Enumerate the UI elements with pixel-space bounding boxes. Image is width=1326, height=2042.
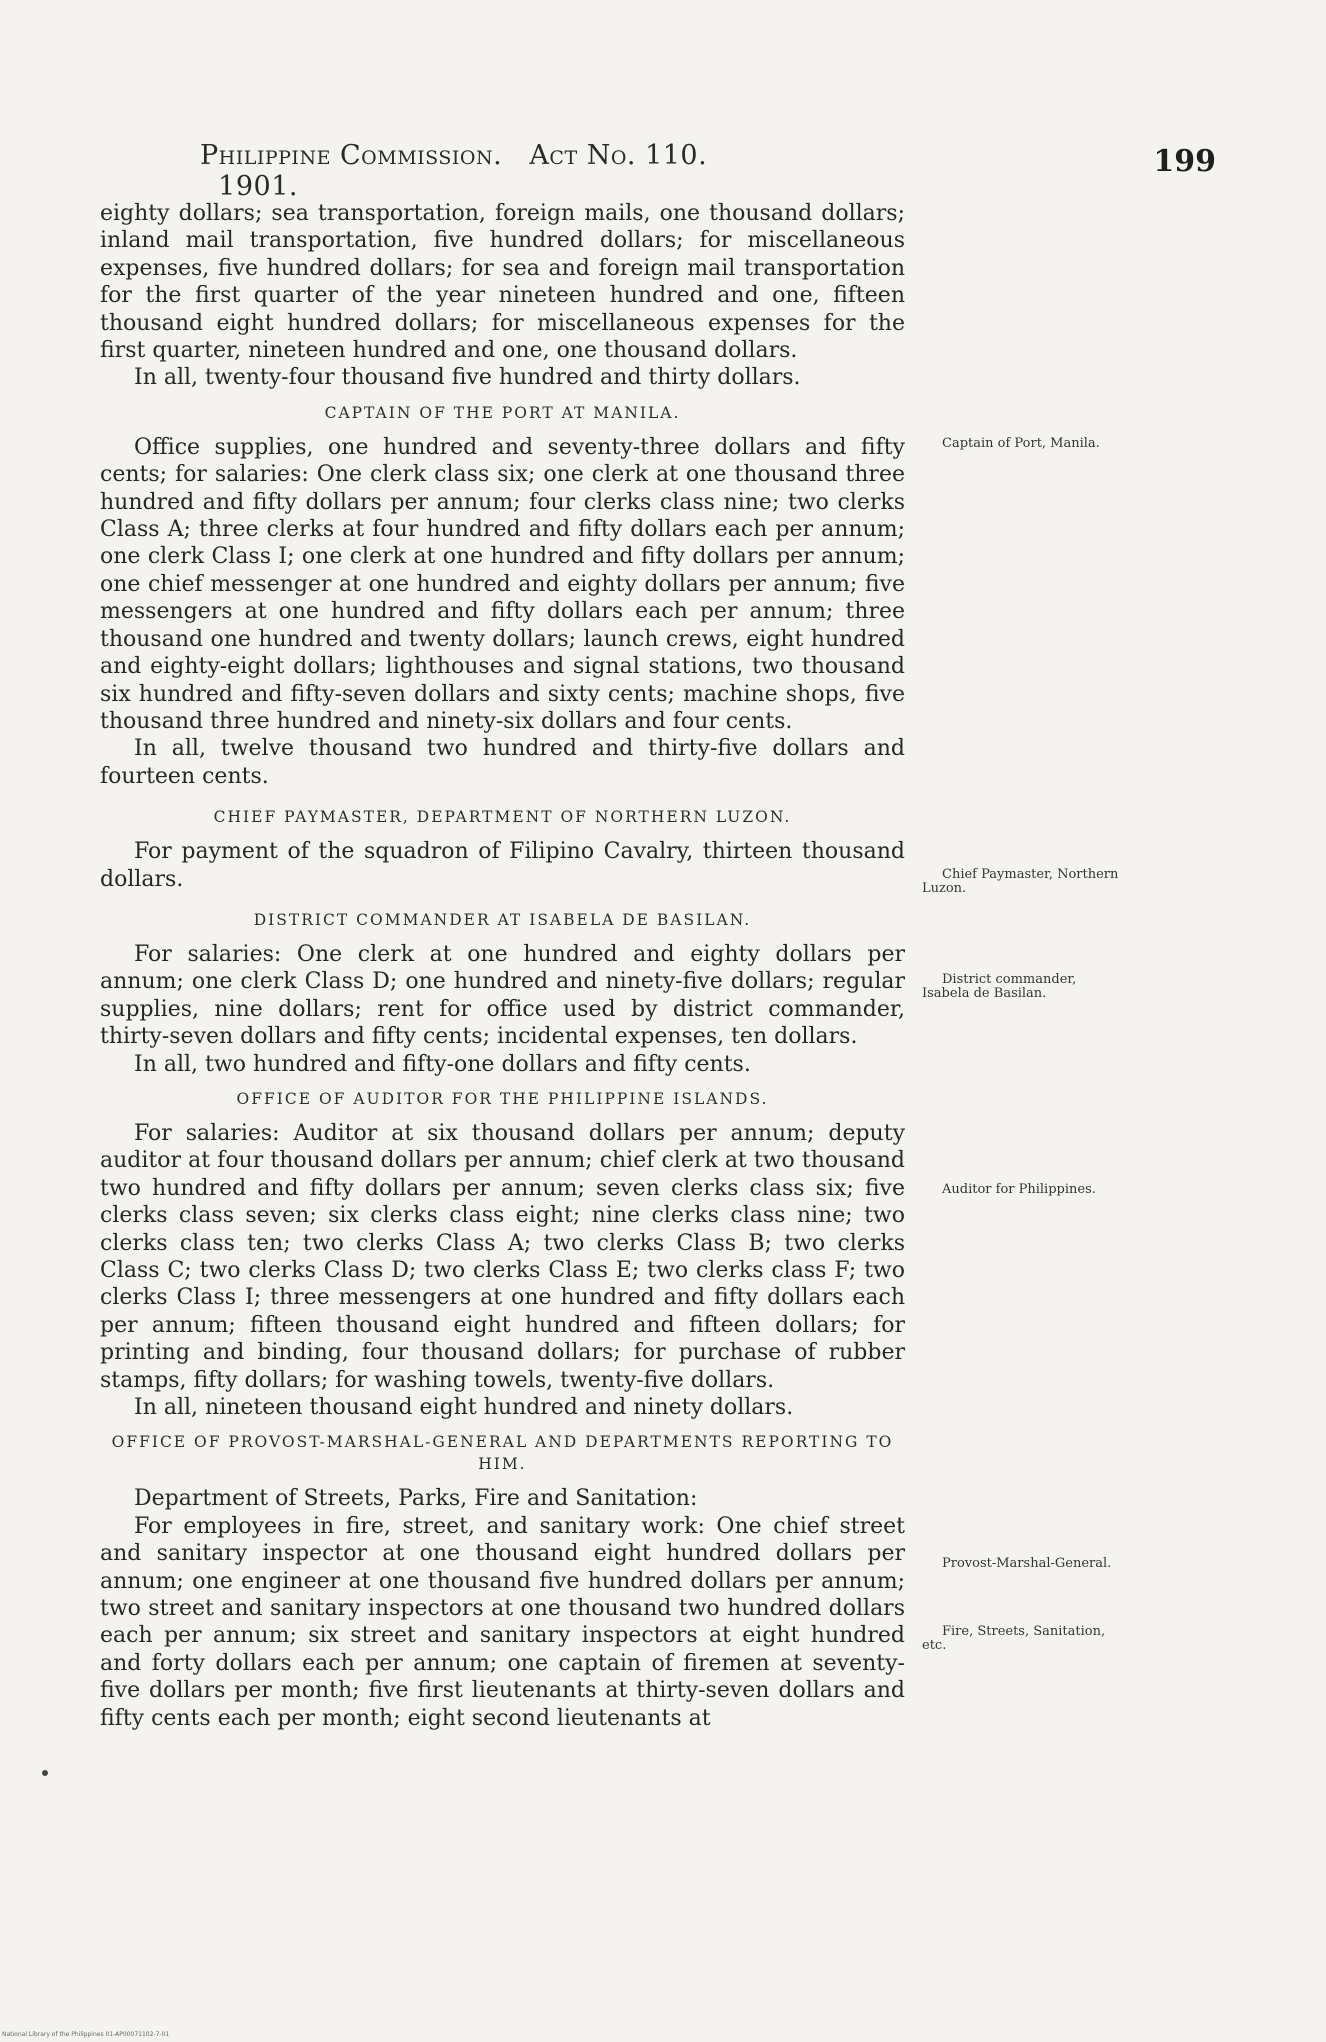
stray-mark bbox=[42, 1770, 48, 1776]
section-heading-auditor: OFFICE OF AUDITOR FOR THE PHILIPPINE ISLANDS. bbox=[236, 1089, 769, 1108]
margin-note-district: District commander, Isabela de Basilan. bbox=[922, 972, 1077, 1001]
margin-note-captain: Captain of Port, Manila. bbox=[942, 436, 1100, 451]
margin-note-auditor: Auditor for Philippines. bbox=[942, 1182, 1096, 1197]
total-line: In all, twenty-four thousand five hundred and thirty dollars. bbox=[134, 365, 801, 391]
paragraph: For salaries: Auditor at six thousand dollars per annum; deputy auditor at four thousand dollars per annum; chief clerk at two thousand two hundred and fifty dollars per annum; seven clerks class six; five clerks class seven; six clerks class eight; nine clerks class nine; two clerks class ten; two clerks Class A; two clerks Class B; two clerks Class C; two clerks Class D; two clerks Class E; two clerks class F; two clerks Class I; three messengers at one hundred and fifty dollars each per annum; fifteen thousand eight hundred and fifteen dollars; for printing and binding, four thousand dollars; for purchase of rubber stamps, fifty dollars; for washing towels, twenty-five dollars. bbox=[100, 1120, 905, 1393]
paragraph: For salaries: One clerk at one hundred and eighty dollars per annum; one clerk Class D; one hundred and ninety-five dollars; regular supplies, nine dollars; rent for office used by district commander, thirty-seven dollars and fifty cents; incidental expenses, ten dollars. bbox=[100, 941, 905, 1050]
section-heading-captain-of-port: CAPTAIN OF THE PORT AT MANILA. bbox=[324, 403, 681, 422]
section-heading-chief-paymaster: CHIEF PAYMASTER, DEPARTMENT OF NORTHERN LUZON. bbox=[213, 808, 792, 827]
running-header bbox=[200, 140, 810, 202]
page-number: 199 bbox=[1153, 144, 1216, 179]
total-line: In all, twelve thousand two hundred and thirty-five dollars and fourteen cents. bbox=[100, 736, 905, 789]
year: 1901. bbox=[218, 171, 298, 202]
paragraph: For payment of the squadron of Filipino Cavalry, thirteen thousand dollars. bbox=[100, 839, 905, 892]
total-line: In all, two hundred and fifty-one dollars and fifty cents. bbox=[134, 1051, 751, 1077]
main-text bbox=[100, 200, 905, 1732]
act-number: Act No. 110. bbox=[529, 140, 708, 171]
margin-note-provost: Provost-Marshal-General. bbox=[942, 1556, 1112, 1571]
section-heading-provost-marshal: OFFICE OF PROVOST-MARSHAL-GENERAL AND DEPARTMENTS REPORTING TO HIM. bbox=[111, 1433, 894, 1474]
paragraph: Office supplies, one hundred and seventy-three dollars and fifty cents; for salaries: One clerk class six; one clerk at one thousand three hundred and fifty dollars per annum; four clerks class nine; two clerks Class A; three clerks at four hundred and fifty dollars each per annum; one clerk Class I; one clerk at one hundred and fifty dollars per annum; one chief messenger at one hundred and eighty dollars per annum; five messengers at one hundred and fifty dollars each per annum; three thousand one hundred and twenty dollars; launch crews, eight hundred and eighty-eight dollars; lighthouses and signal stations, two thousand six hundred and fifty-seven dollars and sixty cents; machine shops, five thousand three hundred and ninety-six dollars and four cents. bbox=[100, 434, 905, 734]
margin-note-paymaster: Chief Paymaster, Northern Luzon. bbox=[922, 867, 1119, 896]
paragraph: For employees in fire, street, and sanitary work: One chief street and sanitary inspector at one thousand eight hundred dollars per annum; one engineer at one thousand five hundred dollars per annum; two street and sanitary inspectors at one thousand two hundred dollars each per annum; six street and sanitary inspectors at eight hundred and forty dollars each per annum; one captain of firemen at seventy-five dollars per month; five first lieutenants at thirty-seven dollars and fifty cents each per month; eight second lieutenants at bbox=[100, 1513, 905, 1731]
paragraph: eighty dollars; sea transportation, foreign mails, one thousand dollars; inland mail transportation, five hundred dollars; for miscellaneous expenses, five hundred dollars; for sea and foreign mail transportation for the first quarter of the year nineteen hundred and one, fifteen thousand eight hundred dollars; for miscellaneous expenses for the first quarter, nineteen hundred and one, one thousand dollars. bbox=[100, 201, 905, 364]
margin-note-fire: Fire, Streets, Sanitation, etc. bbox=[922, 1624, 1106, 1653]
department-line: Department of Streets, Parks, Fire and Sanitation: bbox=[134, 1486, 698, 1512]
total-line: In all, nineteen thousand eight hundred and ninety dollars. bbox=[134, 1395, 794, 1421]
running-title: Philippine Commission. bbox=[200, 140, 503, 171]
library-stamp: National Library of the Philippines 01-AP00071102-7-01 bbox=[2, 2031, 170, 2038]
section-heading-district-commander: DISTRICT COMMANDER AT ISABELA DE BASILAN. bbox=[253, 910, 752, 929]
